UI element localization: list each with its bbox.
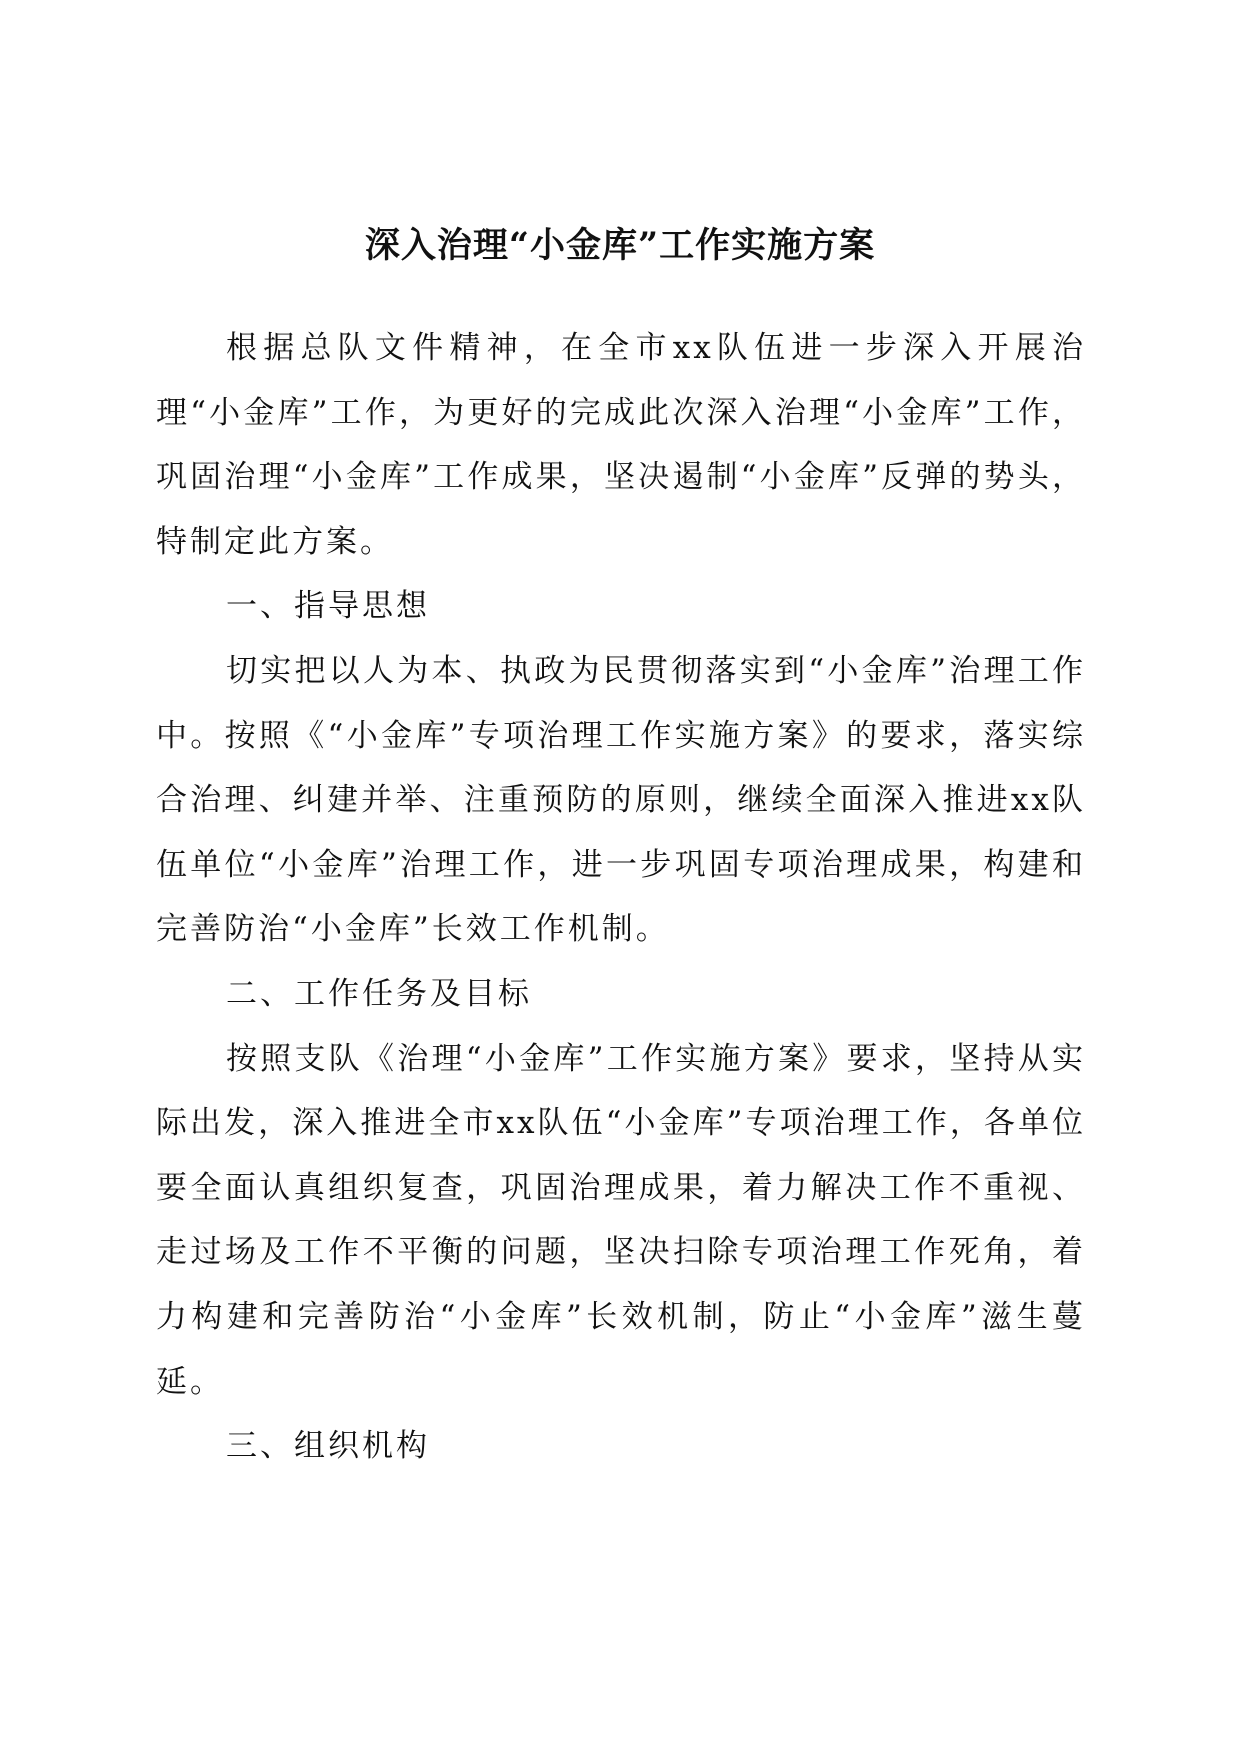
document-title: 深入治理“小金库”工作实施方案 <box>364 225 876 266</box>
guiding-thought-paragraph: 切实把以人为本、执政为民贯彻落实到“小金库”治理工作中。按照《“小金库”专项治理工作实施方案》的要求，落实综合治理、纠建并举、注重预防的原则，继续全面深入推进xx队伍单位“小金库”治理工作，进一步巩固专项治理成果，构建和完善防治“小金库”长效工作机制。 <box>156 652 1086 948</box>
intro-paragraph: 根据总队文件精神，在全市xx队伍进一步深入开展治理“小金库”工作，为更好的完成此次深入治理“小金库”工作，巩固治理“小金库”工作成果，坚决遏制“小金库”反弹的势头，特制定此方案。 <box>156 330 1086 560</box>
section-heading-tasks-goals: 二、工作任务及目标 <box>226 975 532 1012</box>
section-heading-guiding-thought: 一、指导思想 <box>226 588 430 625</box>
tasks-goals-paragraph: 按照支队《治理“小金库”工作实施方案》要求，坚持从实际出发，深入推进全市xx队伍“小金库”专项治理工作，各单位要全面认真组织复查，巩固治理成果，着力解决工作不重视、走过场及工作不平衡的问题，坚决扫除专项治理工作死角，着力构建和完善防治“小金库”长效机制，防止“小金库”滋生蔓延。 <box>156 1040 1086 1400</box>
section-heading-organization: 三、组织机构 <box>226 1428 430 1465</box>
document-body <box>156 316 1086 1479</box>
